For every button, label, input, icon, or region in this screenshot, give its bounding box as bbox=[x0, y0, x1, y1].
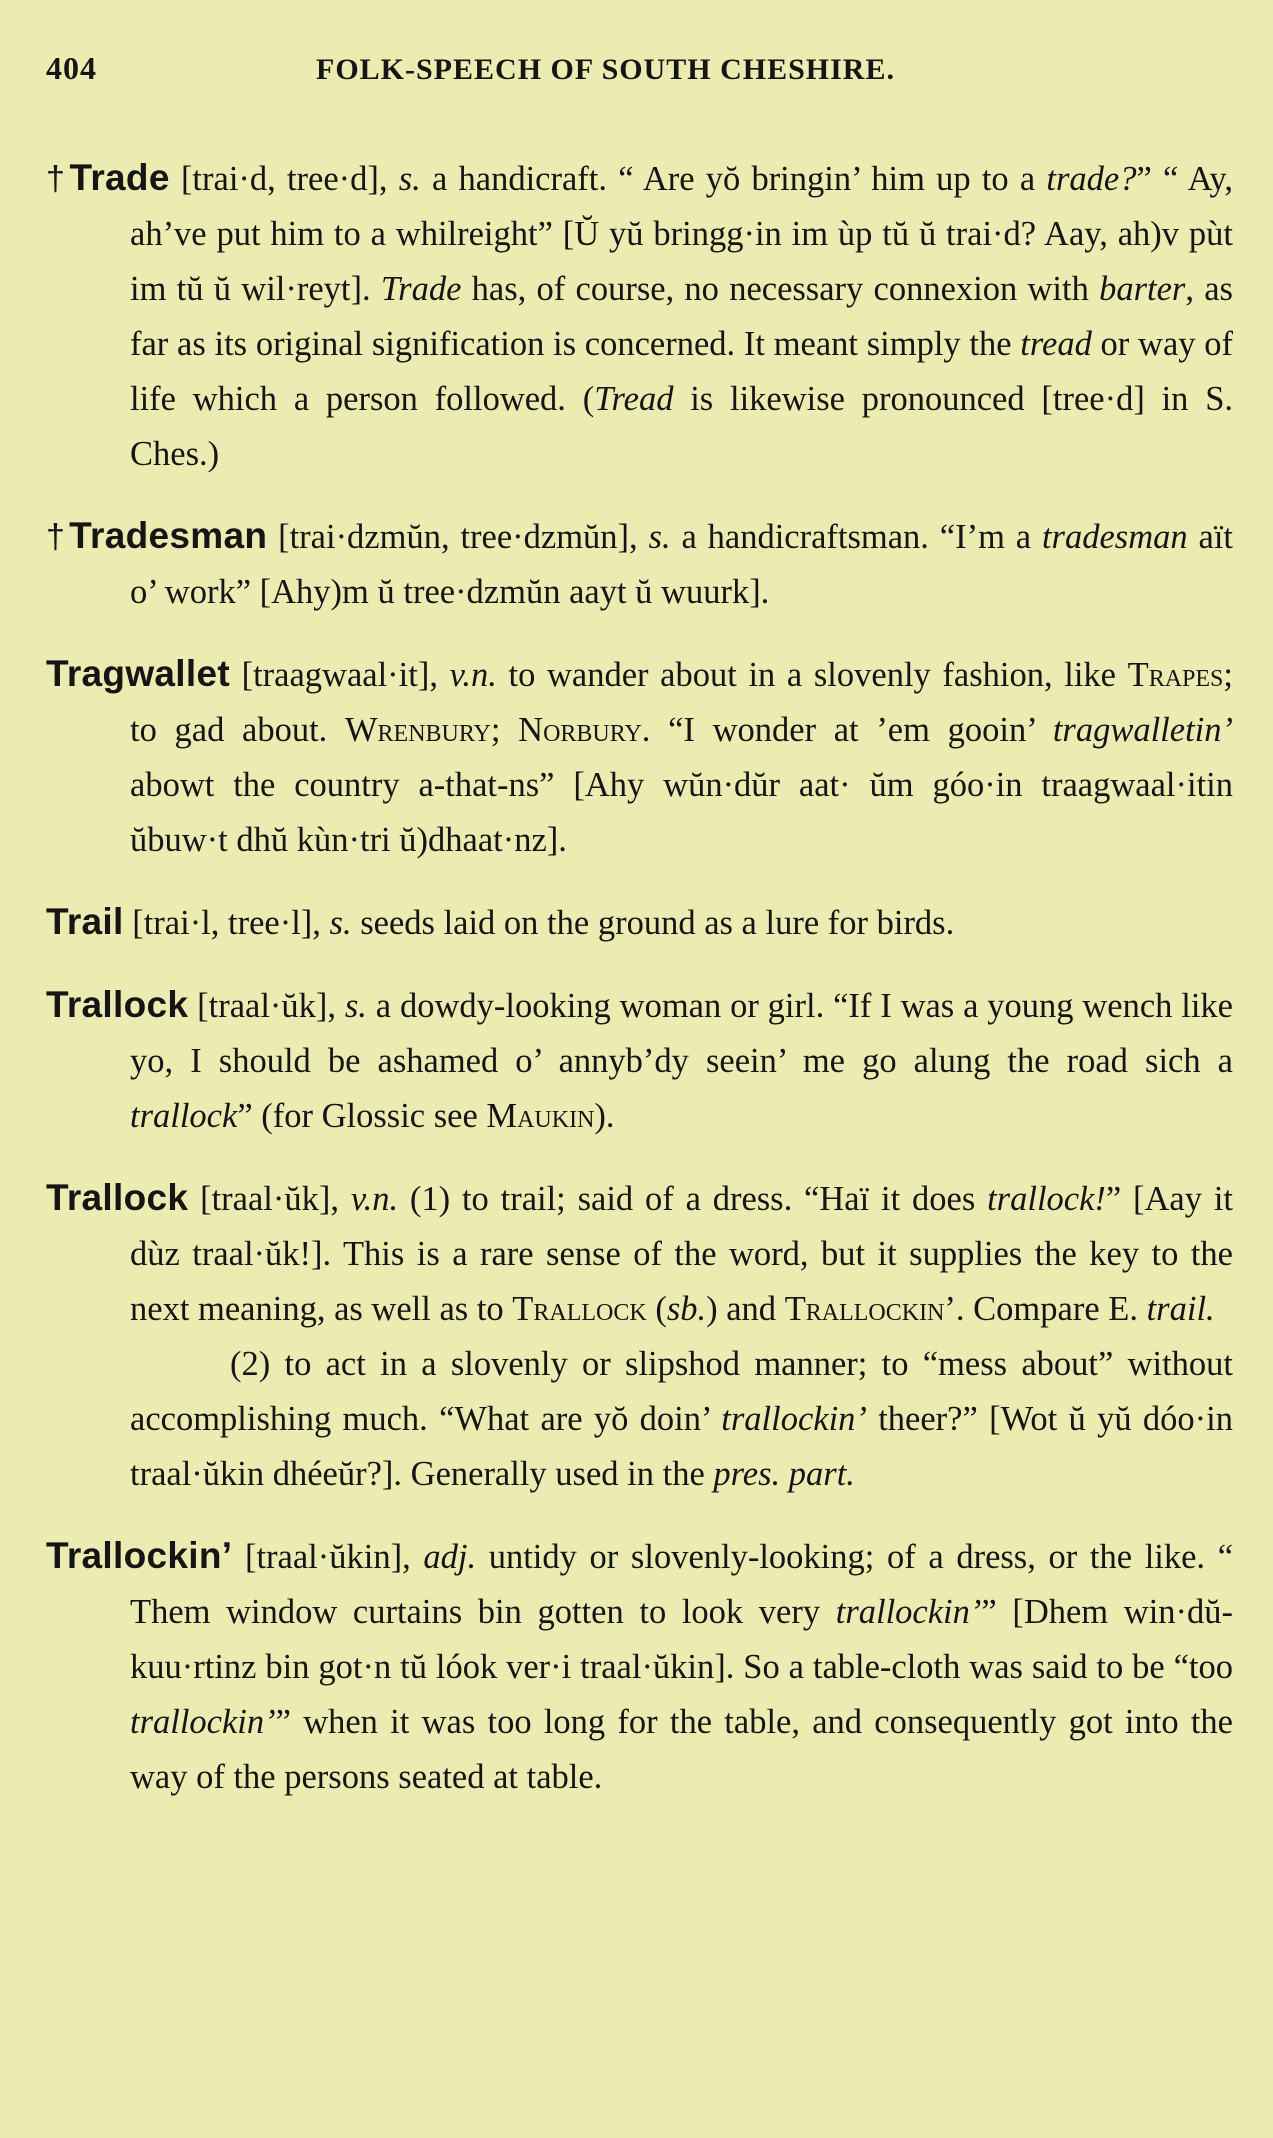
entry-sense-2: (2) to act in a slovenly or slipshod manner; to “mess about” without accomplishing much. “What are yŏ doin’ trallockin’ theer?” [Wot ŭ yŭ dóo·in traal·ŭkin dhéeŭr?]. Generally used in the pres. part. bbox=[130, 1345, 1233, 1493]
entry-trail bbox=[46, 894, 1233, 951]
entry-headword: Trallock bbox=[46, 984, 189, 1025]
entry-headword: Trail bbox=[46, 901, 124, 942]
entry-headword: Tradesman bbox=[69, 515, 268, 556]
entry-headword: Trade bbox=[69, 157, 170, 198]
page-number: 404 bbox=[46, 50, 97, 86]
entry-body: [traal·ŭkin], adj. untidy or slovenly-looking; of a dress, or the like. “ Them window curtains bin gotten to look very trallockin’” [Dhem win·dŭ-kuu·rtinz bin got·n tŭ lóok ver·i traal·ŭkin]. So a table-cloth was said to be “too trallockin’” when it was too long for the table, and consequently got into the way of the persons seated at table. bbox=[130, 1538, 1234, 1796]
page-header-title: FOLK-SPEECH OF SOUTH CHESHIRE. bbox=[316, 53, 895, 86]
entry-trallock-noun bbox=[46, 977, 1233, 1144]
entry-body: [trai·dzmŭn, tree·dzmŭn], s. a handicraftsman. “I’m a tradesman aït o’ work” [Ahy)m ŭ tree·dzmŭn aayt ŭ wuurk]. bbox=[130, 518, 1233, 611]
entry-trallock-verb bbox=[46, 1170, 1233, 1502]
entry-tradesman bbox=[46, 508, 1233, 620]
entry-body: [traagwaal·it], v.n. to wander about in a slovenly fashion, like Trapes; to gad about. Wrenbury; Norbury. “I wonder at ’em gooin’ tragwalletin’ abowt the country a-that-ns” [Ahy wŭn·dŭr aat· ŭm góo·in traagwaal·itin ŭbuw·t dhŭ kùn·tri ŭ)dhaat·nz]. bbox=[130, 656, 1234, 859]
entry-headword: Tragwallet bbox=[46, 653, 230, 694]
entry-trallockin bbox=[46, 1528, 1233, 1805]
dagger-mark: † bbox=[46, 160, 68, 198]
entry-headword: Trallockin’ bbox=[46, 1535, 233, 1576]
entry-headword: Trallock bbox=[46, 1177, 189, 1218]
dagger-mark: † bbox=[46, 518, 68, 556]
entry-body: [trai·l, tree·l], s. seeds laid on the ground as a lure for birds. bbox=[132, 904, 955, 942]
running-head bbox=[46, 50, 1233, 110]
dictionary-entries bbox=[46, 150, 1233, 1805]
entry-body: [trai·d, tree·d], s. a handicraft. “ Are yŏ bringin’ him up to a trade?” “ Ay, ah’ve put him to a whilreight” [Ŭ yŭ bringg·in im ùp tŭ ŭ trai·d? Aay, ah)v pùt im tŭ ŭ wil·reyt]. Trade has, of course, no necessary connexion with barter, as far as its original signification is concerned. It meant simply the tread or way of life which a person followed. (Tread is likewise pronounced [tree·d] in S. Ches.) bbox=[130, 160, 1234, 473]
entry-body: [traal·ŭk], v.n. (1) to trail; said of a dress. “Haï it does trallock!” [Aay it dùz traal·ŭk!]. This is a rare sense of the word, but it supplies the key to the next meaning, as well as to Trallock (sb.) and Trallockin’. Compare E. trail. bbox=[130, 1180, 1233, 1328]
entry-trade bbox=[46, 150, 1233, 482]
entry-body: [traal·ŭk], s. a dowdy-looking woman or girl. “If I was a young wench like yo, I should be ashamed o’ annyb’dy seein’ me go alung the road sich a trallock” (for Glossic see Maukin). bbox=[130, 987, 1233, 1135]
entry-tragwallet bbox=[46, 646, 1233, 868]
